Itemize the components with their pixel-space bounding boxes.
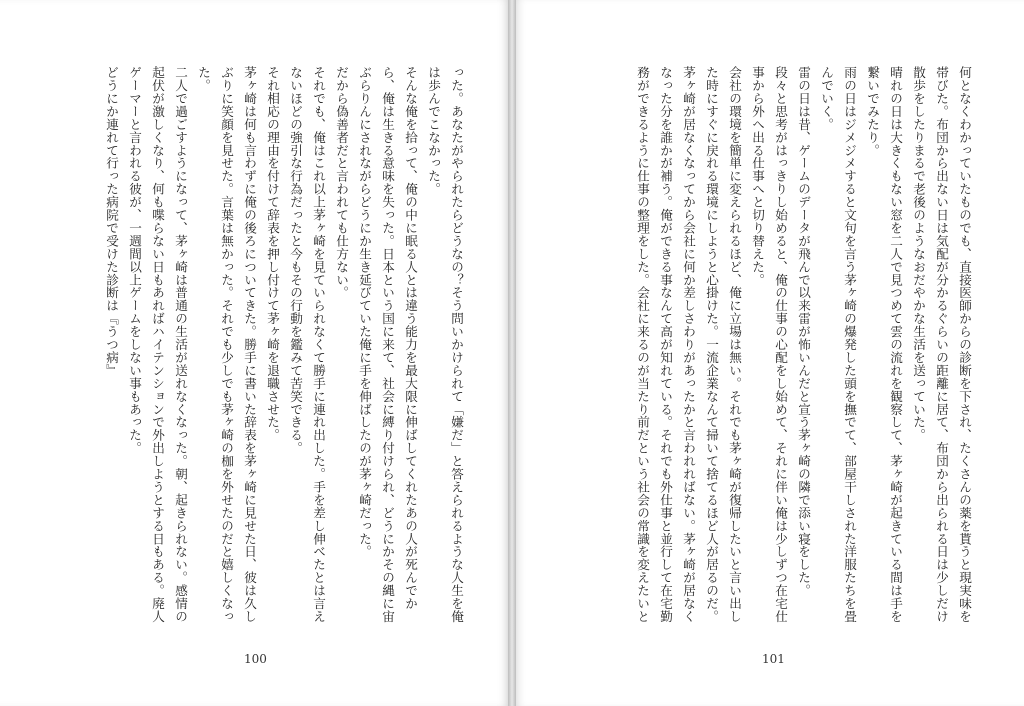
paragraph: どうにか連れて行った病院で受けた診断は『うつ病』: [104, 66, 119, 377]
paragraph: った。あなたがやられたらどうなの？そう問いかけられて「嫌だ」と答えられるような人生を俺は歩んでこなかった。: [426, 66, 464, 623]
paragraph: 何となくわかっていたものでも、直接医師からの診断を下され、たくさんの薬を貰うと現実味を帯びた。布団から出ない日は気配が分かるぐらいの距離に居て、布団から出られる日は少しだけ散歩をしたりまるで老後のようなおだやかな生活を送っていた。: [911, 66, 972, 623]
page-number: 100: [244, 652, 267, 666]
paragraph: 会社の環境を簡単に変えられるほど、俺に立場は無い。それでも茅ヶ崎が復帰したいと言い出した時にすぐに戻れる環境にしようと心掛けた。一流企業なんて掃いて捨てるほど人が居るのだ。茅ヶ崎が居なくなってから会社に何か差しさわりがあったかと言われればない。茅ヶ崎が居なくなった分を誰かが補う。俺ができる事なんて高が知れている。それでも外仕事と並行して在宅勤務ができるように仕事の整理をした。会社に来るのが当たり前だという社会の常識を変えたいと: [635, 66, 742, 623]
left-page-body: [20, 66, 468, 626]
paragraph: 段々と思考がはっきりし始めると、俺の仕事の心配をし始めて、それに伴い俺は少しずつ在宅仕事から外へ出る仕事へと切り替えた。: [750, 66, 788, 623]
left-page: [0, 0, 508, 706]
paragraph: それでも、俺はこれ以上茅ヶ崎を見ていられなくて勝手に連れ出した。手を差し伸べたとは言えないほどの強引な行為だったと今もその行動を鑑みて苦笑できる。: [288, 66, 326, 623]
right-page: [516, 0, 1024, 706]
paragraph: 雷の日は昔、ゲームのデータが飛んで以来雷が怖いんだと宣う茅ヶ崎の隣で添い寝をした。: [796, 66, 811, 597]
paragraph: だから偽善者だと言われても仕方ない。: [334, 66, 349, 300]
paragraph: 二人で過ごすようになって、茅ヶ崎は普通の生活が送れなくなった。朝、起きられない。感情の起伏が激しくなり、何も喋らない日もあればハイテンションで外出しようとする日もある。廃人ゲーマーと言われる彼が、一週間以上ゲームをしない事もあった。: [127, 66, 188, 623]
page-number: 101: [762, 652, 785, 666]
book-gutter: [508, 0, 516, 706]
paragraph: 雨の日はジメジメすると文句を言う茅ヶ崎の爆発した頭を撫でて、部屋干しされた洋服たちを畳んでいく。: [819, 66, 857, 623]
paragraph: それ相応の理由を付けて辞表を押し付けて茅ヶ崎を退職させた。: [265, 66, 280, 442]
paragraph: 晴れの日は大きくもない窓を二人で見つめて雲の流れを観察して、茅ヶ崎が起きている間は手を繋いでみたり。: [865, 66, 903, 623]
paragraph: そんな俺を拾って、俺の中に眠る人とは違う能力を最大限に伸ばしてくれたあの人が死んでから、俺は生きる意味を失った。日本という国に来て、社会に縛り付けられ、どうにかその縄に宙ぶらりんにされながらどうにか生き延びていた俺に手を伸ばしたのが茅ヶ崎だった。: [357, 66, 418, 623]
paragraph: 茅ヶ崎は何も言わずに俺の後ろについてきた。勝手に書いた辞表を茅ヶ崎に見せた日、彼は久しぶりに笑顔を見せた。言葉は無かった。それでも少しでも茅ヶ崎の枷を外せたのだと嬉しくなった。: [196, 66, 257, 623]
right-page-body: [531, 66, 976, 626]
